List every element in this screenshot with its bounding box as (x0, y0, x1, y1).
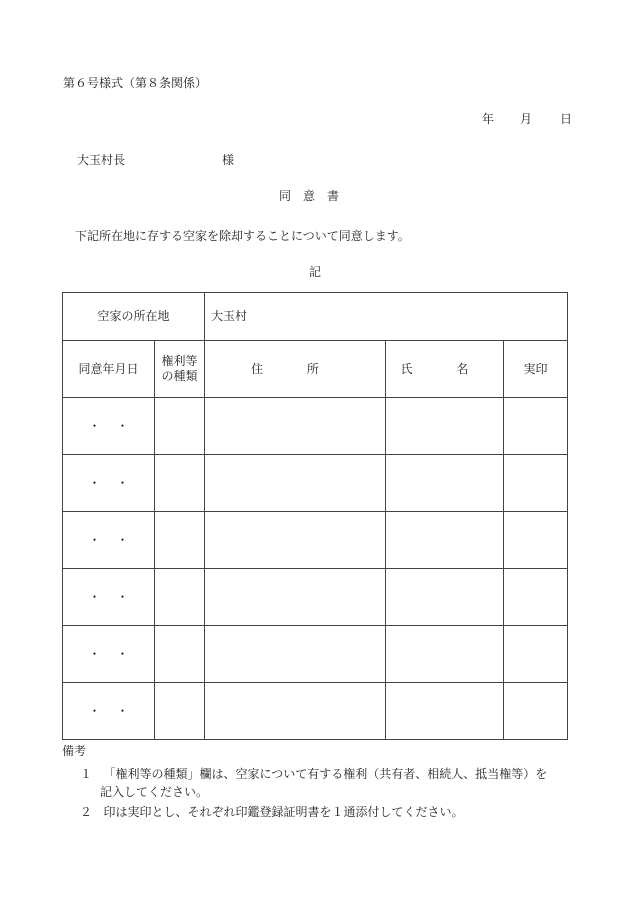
date-separator-dot: ・ (88, 532, 101, 547)
header-rights-line2: の種類 (161, 369, 198, 383)
seal-cell[interactable] (504, 512, 568, 569)
honorific: 様 (222, 153, 235, 167)
table-row (63, 569, 568, 626)
date-month-label: 月 (520, 112, 533, 126)
ki-heading: 記 (308, 265, 321, 279)
name-cell[interactable] (386, 512, 504, 569)
document-title: 同意書 (278, 189, 351, 203)
seal-cell[interactable] (504, 455, 568, 512)
note-item-1 (80, 765, 547, 782)
header-address: 住 所 (205, 341, 386, 398)
table-row (63, 512, 568, 569)
seal-cell[interactable] (504, 626, 568, 683)
date-cell[interactable] (63, 683, 155, 740)
address-cell[interactable] (205, 512, 386, 569)
note-item-1-continued: 記入してください。 (100, 785, 209, 799)
addressee: 大玉村長 (77, 153, 126, 167)
header-rights-type (155, 341, 205, 398)
table-row (63, 683, 568, 740)
header-row (63, 341, 568, 398)
name-cell[interactable] (386, 398, 504, 455)
consent-table (62, 292, 568, 740)
date-separator-dot: ・ (116, 418, 129, 433)
table-row (63, 398, 568, 455)
name-cell[interactable] (386, 455, 504, 512)
location-label: 空家の所在地 (63, 293, 205, 341)
date-separator-dot: ・ (88, 475, 101, 490)
form-number: 第６号様式（第８条関係） (63, 76, 208, 90)
seal-cell[interactable] (504, 683, 568, 740)
date-separator-dot: ・ (116, 532, 129, 547)
rights-cell[interactable] (155, 626, 205, 683)
table-row (63, 626, 568, 683)
name-cell[interactable] (386, 683, 504, 740)
date-separator-dot: ・ (116, 703, 129, 718)
address-cell[interactable] (205, 683, 386, 740)
date-separator-dot: ・ (116, 475, 129, 490)
note-2-number: ２ (80, 805, 93, 819)
name-cell[interactable] (386, 626, 504, 683)
date-separator-dot: ・ (88, 418, 101, 433)
note-item-2 (80, 803, 463, 820)
location-row (63, 293, 568, 341)
date-cell[interactable] (63, 569, 155, 626)
header-consent-date: 同意年月日 (63, 341, 155, 398)
date-year-label: 年 (482, 112, 495, 126)
table-row (63, 455, 568, 512)
rights-cell[interactable] (155, 398, 205, 455)
rights-cell[interactable] (155, 512, 205, 569)
date-line (482, 110, 572, 127)
header-rights-line1: 権利等 (161, 354, 198, 368)
location-value[interactable]: 大玉村 (205, 293, 568, 341)
date-separator-dot: ・ (88, 646, 101, 661)
date-day-label: 日 (560, 112, 573, 126)
seal-cell[interactable] (504, 569, 568, 626)
header-seal: 実印 (504, 341, 568, 398)
date-cell[interactable] (63, 512, 155, 569)
rights-cell[interactable] (155, 683, 205, 740)
address-cell[interactable] (205, 626, 386, 683)
date-separator-dot: ・ (88, 703, 101, 718)
seal-cell[interactable] (504, 398, 568, 455)
header-name: 氏 名 (386, 341, 504, 398)
notes-title: 備考 (62, 744, 87, 758)
address-cell[interactable] (205, 398, 386, 455)
address-cell[interactable] (205, 569, 386, 626)
rights-cell[interactable] (155, 455, 205, 512)
consent-statement: 下記所在地に存する空家を除却することについて同意します。 (75, 229, 410, 243)
note-1-number: １ (80, 767, 93, 781)
name-cell[interactable] (386, 569, 504, 626)
date-separator-dot: ・ (116, 589, 129, 604)
date-separator-dot: ・ (88, 589, 101, 604)
date-cell[interactable] (63, 455, 155, 512)
date-cell[interactable] (63, 626, 155, 683)
rights-cell[interactable] (155, 569, 205, 626)
note-1-text: 「権利等の種類」欄は、空家について有する権利（共有者、相続人、抵当権等）を (103, 767, 548, 781)
address-cell[interactable] (205, 455, 386, 512)
date-cell[interactable] (63, 398, 155, 455)
note-2-text: 印は実印とし、それぞれ印鑑登録証明書を１通添付してください。 (103, 805, 464, 819)
date-separator-dot: ・ (116, 646, 129, 661)
